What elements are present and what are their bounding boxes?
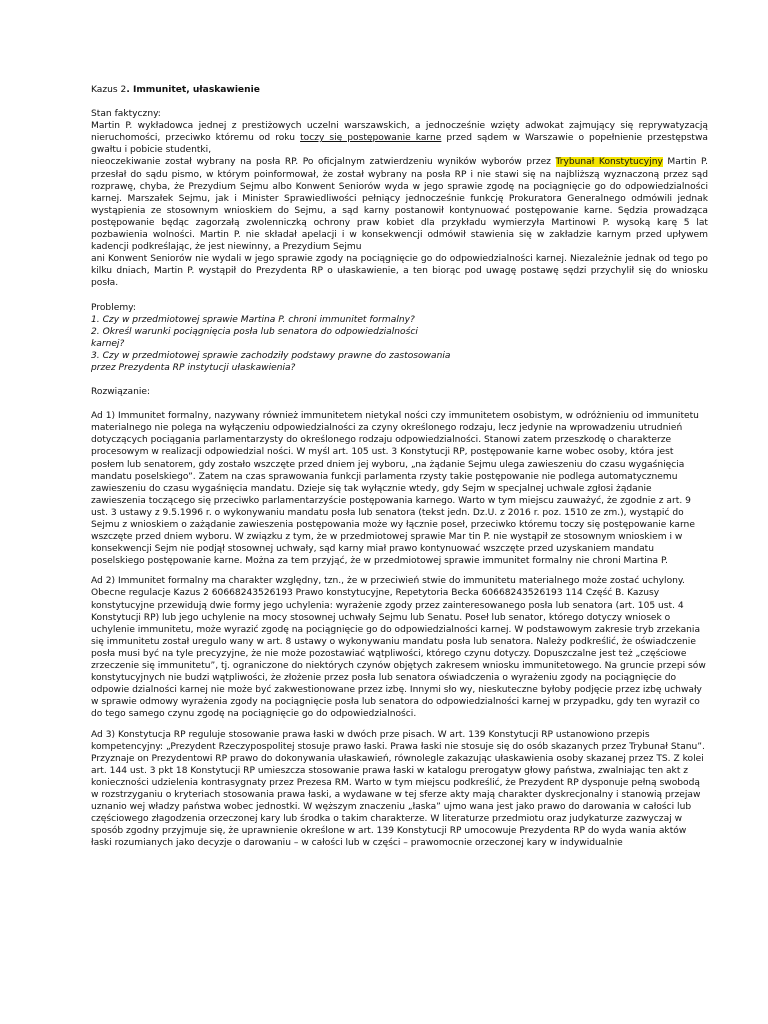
question-3-cont: przez Prezydenta RP instytucji ułaskawienia? (91, 362, 296, 373)
question-2: 2. Określ warunki pociągnięcia posła lub senatora do odpowiedzialności (91, 326, 418, 337)
question-3: 3. Czy w przedmiotowej sprawie zachodziły podstawy prawne do zastosowania (91, 350, 451, 361)
document-title: Kazus 2. Immunitet, ułaskawienie (91, 85, 260, 95)
question-1: 1. Czy w przedmiotowej sprawie Martina P. chroni immunitet formalny? (91, 314, 415, 325)
answer-2: Ad 2) Immunitet formalny ma charakter względny, tzn., że w przeciwień stwie do immunitetu materialnego może zostać uchylony. Obecne regulacje Kazus 2 60668243526193 Prawo konstytucyjne, Repetytoria Becka 60668243526193 114 Część B. Kazusy konstytucyjne przewidują dwie formy jego uchylenia: wyrażenie zgody przez zainteresowanego posła lub senatora (art. 105 ust. 4 Konstytucji RP) lub jego uchylenie na mocy stosownej uchwały Sejmu lub Senatu. Poseł lub senator, którego dotyczy wniosek o uchylenie immunitetu, może wyrazić zgodę na pociągnięcie go do odpowiedzialności karnej. W podstawowym zakresie tryb zrzekania się immunitetu został uregulo wany w art. 8 ustawy o wykonywaniu mandatu posła lub senatora. Należy podkreślić, że oświadczenie posła musi być na tyle precyzyjne, że nie może pozostawiać wątpliwości, którego czynu dotyczy. Dopuszczalne jest też „częściowe zrzeczenie się immunitetu”, tj. ograniczone do niektórych czynów objętych zakresem wniosku immunitetowego. Na gruncie przepi sów konstytucyjnych nie budzi wątpliwości, że złożenie przez posła lub senatora oświadczenia o wyrażeniu zgody na pociągnięcie do odpowie dzialności karnej nie może być zakwestionowane przez izbę. Innymi sło wy, nieskuteczne byłoby podjęcie przez izbę uchwały w sprawie odmowy wyrażenia zgody na pociągnięcie posła lub senatora do odpowiedzialności karnej w przypadku, gdy ten wyraził co do tego samego czynu zgodę na pociągnięcie go do odpowiedzialności. (91, 576, 706, 720)
facts-paragraph-3: ani Konwent Seniorów nie wydali w jego sprawie zgody na pociągnięcie go do odpowiedzialności karnej. Niezależnie jednak od tego po kilku dniach, Martin P. wystąpił do Prezydenta RP o ułaskawienie, a ten biorąc pod uwagę postawę sędzi przychylił się do wniosku posła. (91, 254, 708, 289)
solution-label: Rozwiązanie: (91, 387, 151, 398)
problems-label: Problemy: (91, 302, 136, 313)
question-2-cont: karnej? (91, 338, 125, 349)
answer-1: Ad 1) Immunitet formalny, nazywany również immunitetem nietykal ności czy immunitetem osobistym, w odróżnieniu od immunitetu materialnego nie polega na wyłączeniu odpowiedzialności za czyny określonego rodzaju, lecz jedynie na wprowadzeniu utrudnień dotyczących pociągania parlamentarzysty do określonego rodzaju odpowiedzialności. Stanowi zatem przeszkodę o charakterze procesowym w realizacji odpowiedzial ności. W myśl art. 105 ust. 3 Konstytucji RP, postępowanie karne wobec osoby, która jest posłem lub senatorem, gdy zostało wszczęte przed dniem jej wyboru, „na żądanie Sejmu ulega zawieszeniu do czasu wygaśnięcia mandatu poselskiego”. Zatem na czas sprawowania funkcji parlamenta rzysty takie postępowanie nie podlega automatycznemu zawieszeniu do czasu wygaśnięcia mandatu. Dzieje się tak wyłącznie wtedy, gdy Sejm w specjalnej uchwale zgłosi żądanie zawieszenia toczącego się przeciwko parlamentarzyście postępowania karnego. Warto w tym miejscu zauważyć, że zgodnie z art. 9 ust. 3 ustawy z 9.5.1996 r. o wykonywaniu mandatu posła lub senatora (tekst jedn. Dz.U. z 2016 r. poz. 1510 ze zm.), wystąpić do Sejmu z wnioskiem o zażądanie zawieszenia postępowania może wy łącznie poseł, przeciwko któremu toczy się postępowanie karne wszczęte przed dniem wyboru. W związku z tym, że w przedmiotowej sprawie Mar tin P. nie wystąpił ze stosownym wnioskiem i w konsekwencji Sejm nie podjął stosownej uchwały, sąd karny miał prawo kontynuować wszczęte przed uzyskaniem mandatu poselskiego postępowanie karne. Można za tem przyjąć, że w przedmiotowej sprawie immunitet formalny nie chroni Martina P. (91, 411, 699, 567)
facts-label: Stan faktyczny: (91, 109, 161, 120)
answer-3: Ad 3) Konstytucja RP reguluje stosowanie prawa łaski w dwóch prze pisach. W art. 139 Konstytucji RP ustanowiono przepis kompetencyjny: „Prezydent Rzeczypospolitej stosuje prawo łaski. Prawa łaski nie stosuje się do osób skazanych przez Trybunał Stanu”. Przyznaje on Prezydentowi RP prawo do dokonywania ułaskawień, równolegle zakazując ułaskawienia osoby skazanej przez TS. Z kolei art. 144 ust. 3 pkt 18 Konstytucji RP umieszcza stosowanie prawa łaski w katalogu prerogatyw głowy państwa, zwalniając ten akt z konieczności udzielenia kontrasygnaty przez Prezesa RM. Warto w tym miejscu podkreślić, że Prezydent RP dysponuje pełną swobodą w rozstrzyganiu o kryteriach stosowania prawa łaski, a wydawane w tej sferze akty mają charakter dyskrecjonalny i stanowią przejaw uznanio wej władzy państwa wobec jednostki. W węższym znaczeniu „łaska” ujmo wana jest jako prawo do darowania w całości lub częściowego złagodzenia orzeczonej kary lub środka o takim charakterze. W literaturze przedmiotu oraz judykaturze zazwyczaj w sposób zgodny przyjmuje się, że uprawnienie określone w art. 139 Konstytucji RP umocowuje Prezydenta RP do wyda wania aktów łaski rozumianych jako decyzje o darowaniu – w całości lub w części – prawomocnie orzeczonej kary w indywidualnie (91, 729, 705, 849)
facts-paragraph-2: nieoczekiwanie został wybrany na posła RP. Po oficjalnym zatwierdzeniu wyników wyborów przez Trybunał Konstytucyjny Martin P. przesłał do sądu pismo, w którym poinformował, że został wybrany na posła RP i nie stawi się na najbliższą wyznaczoną przez sąd rozprawę, chyba, że Prezydium Sejmu albo Konwent Seniorów wyda w jego sprawie zgodę na pociągnięcie go do odpowiedzialności karnej. Marszałek Sejmu, jak i Minister Sprawiedliwości pełniący jednocześnie funkcję Prokuratora Generalnego odmówili jednak wystąpienia ze stosownym wnioskiem do Sejmu, a sąd karny postanowił kontynuować postępowanie karne. Sędzia prowadząca postępowanie będąc zagorzałą zwolenniczką ochrony praw kobiet dla przykładu wymierzyła Martinowi P. wysoką karę 5 lat pozbawienia wolności. Martin P. nie składał apelacji i w konsekwencji odmówił stawienia się w zakładzie karnym przed upływem kadencji podkreślając, że jest niewinny, a Prezydium Sejmu (91, 157, 708, 253)
facts-paragraph-1: Martin P. wykładowca jednej z prestiżowych uczelni warszawskich, a jednocześnie wzięty adwokat zajmujący się reprywatyzacją nieruchomości, przeciwko któremu od roku toczy się postępowanie karne przed sądem w Warszawie o popełnienie przestępstwa gwałtu i pobicie studentki, (91, 121, 708, 156)
